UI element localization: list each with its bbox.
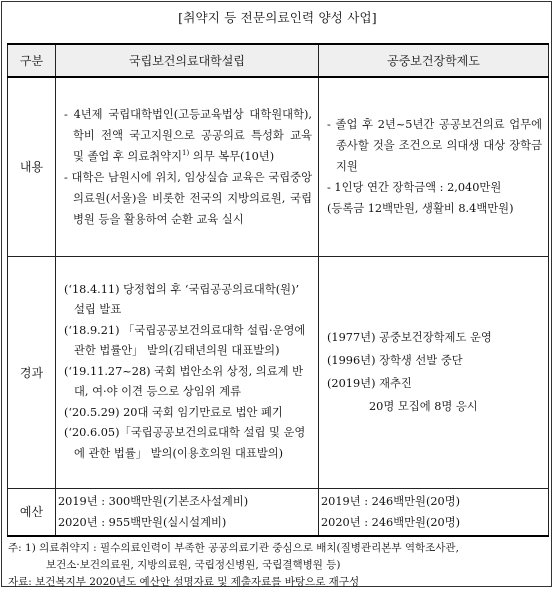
- content-right-cell: [319, 77, 549, 256]
- progress-left-event: (‘18.4.11) 당정협의 후 ‘국립공공의료대학(원)’ 설립 발표: [64, 282, 300, 317]
- progress-left-event: (‘20.6.05)「국립공공보건의료대학 설립 및 운영에 관한 법률」 발의(이용호의원 대표발의): [64, 426, 306, 460]
- content-right-item: - 졸업 후 2년~5년간 공공보건의료 업무에 종사할 것을 조건으로 의대생 대상 장학금 지원: [327, 118, 542, 174]
- header-left: 국립보건의료대학설립: [56, 44, 319, 77]
- content-right-item: (등록금 12백만원, 생활비 8.4백만원): [327, 202, 514, 216]
- budget-left-line: 2019년 : 300백만원(기본조사설계비): [58, 494, 249, 508]
- header-right: 공중보건장학제도: [319, 44, 549, 77]
- progress-left-event: (‘20.5.29) 20대 국회 임기만료로 법안 폐기: [64, 405, 283, 419]
- table-row-content: [8, 77, 549, 256]
- progress-left-event: (‘19.11.27~28) 국회 법안소위 상정, 의료계 반대, 여·야 이견 등으로 상임위 계류: [64, 364, 304, 399]
- content-left-item: - 대학은 남원시에 위치, 임상실습 교육은 국립중앙의료원(서울)을 비롯한 전국의 지방의료원, 국립병원 등을 활용하여 순환 교육 실시: [64, 170, 312, 226]
- header-category: 구분: [8, 44, 56, 77]
- progress-right-event: (2019년) 재추진: [327, 377, 412, 390]
- progress-right-event: (1977년) 공중보건장학제도 운영: [327, 331, 492, 344]
- content-left-cell: [56, 77, 319, 256]
- footnote-1-continued: 보건소·보건의료원, 지방의료원, 국립정신병원, 국립결핵병원 등): [46, 559, 341, 571]
- progress-right-cell: [319, 256, 549, 488]
- source-note: 자료: 보건복지부 2020년도 예산안 설명자료 및 제출자료를 바탕으로 재구성: [8, 576, 360, 588]
- table-header-row: [8, 44, 549, 77]
- budget-left-cell: [56, 488, 319, 536]
- progress-left-event: (‘18.9.21) 「국립공공보건의료대학 설립·운영에 관한 법률안」 발의(김태년의원 대표발의): [64, 323, 306, 358]
- budget-right-line: 2020년 : 246백만원(20명): [321, 515, 461, 529]
- budget-left-line: 2020년 : 955백만원(실시설계비): [58, 515, 227, 529]
- table-row-progress: [8, 256, 549, 488]
- table-row-budget: [8, 488, 549, 536]
- budget-right-line: 2019년 : 246백만원(20명): [321, 494, 461, 508]
- progress-right-event: (1996년) 장학생 선발 중단: [327, 354, 463, 367]
- document-title: [취약지 등 전문의료인력 양성 사업]: [178, 10, 377, 25]
- content-right-item: - 1인당 연간 장학금액 : 2,040만원: [327, 181, 502, 195]
- row-label-budget: 예산: [8, 488, 56, 536]
- row-label-progress: 경과: [8, 256, 56, 488]
- content-left-item: - 4년제 국립대학법인(고등교육법상 대학원대학), 학비 전액 국고지원으로 공공의료 특성화 교육 및 졸업 후 의료취약지$^{1)}$ 의무 복무(10년): [64, 107, 312, 163]
- footnotes: [8, 540, 550, 591]
- budget-right-cell: [319, 488, 549, 536]
- footnote-1: 주: 1) 의료취약지 : 필수의료인력이 부족한 공공의료기관 중심으로 배치(질병관리본부 역학조사관,: [8, 542, 459, 554]
- progress-left-cell: [56, 256, 319, 488]
- row-label-content: 내용: [8, 77, 56, 256]
- progress-right-note: 20명 모집에 8명 응시: [369, 400, 478, 413]
- comparison-table: [7, 43, 549, 537]
